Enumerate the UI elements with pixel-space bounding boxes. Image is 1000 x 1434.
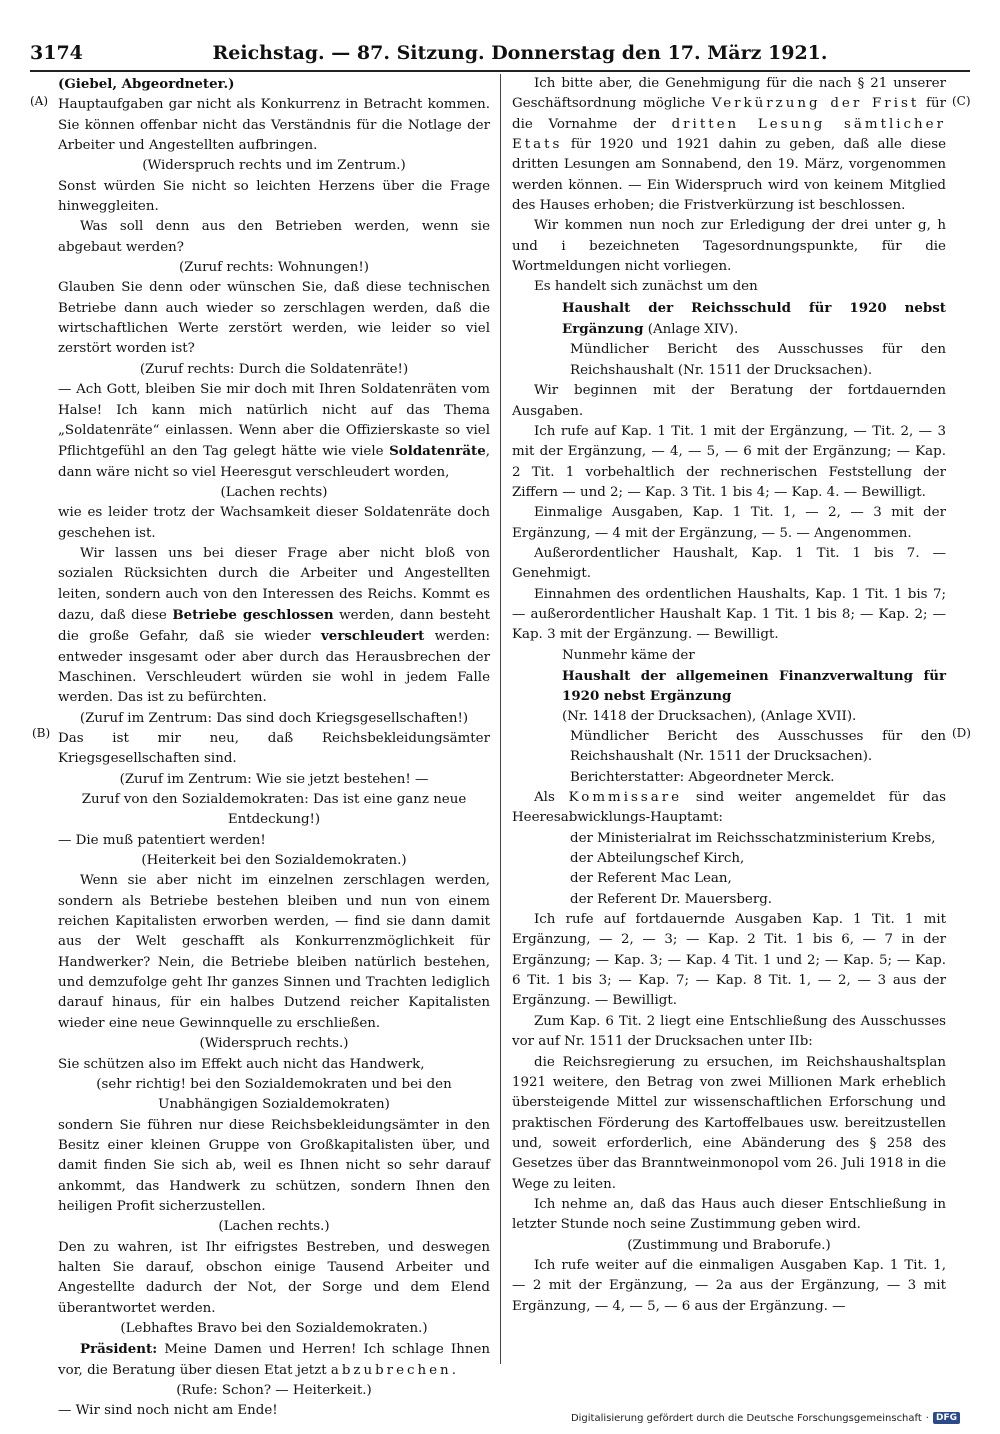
commissioner: der Ministerialrat im Reichsschatzministerium Krebs,	[570, 830, 936, 846]
footer-credit	[571, 1412, 960, 1424]
president-statement: Präsident: Meine Damen und Herren! Ich schlage Ihnen vor, die Beratung über diesen Etat jetzt abzubrechen.	[58, 1341, 490, 1378]
right-column	[512, 74, 946, 1317]
paragraph: Ich rufe weiter auf die einmaligen Ausgaben Kap. 1 Tit. 1, — 2 mit der Ergänzung, — 2a aus der Ergänzung, — 3 mit Ergänzung, — 4, — 5, — 6 aus der Ergänzung. —	[512, 1257, 946, 1314]
left-column	[58, 74, 490, 1422]
paragraph: Ich nehme an, daß das Haus auch dieser Entschließung in letzter Stunde noch seine Zustimmung geben wird.	[512, 1196, 946, 1233]
interjection: (Widerspruch rechts.)	[199, 1036, 349, 1052]
paragraph: Zum Kap. 6 Tit. 2 liegt eine Entschließung des Ausschusses vor auf Nr. 1511 der Drucksachen unter IIb:	[512, 1013, 946, 1050]
interjection: (sehr richtig! bei den Sozialdemokraten und bei den Unabhängigen Sozialdemokraten)	[96, 1076, 452, 1113]
report-note: Mündlicher Bericht des Ausschusses für den Reichshaushalt (Nr. 1511 der Drucksachen).	[570, 729, 946, 765]
paragraph: Einnahmen des ordentlichen Haushalts, Kap. 1 Tit. 1 bis 7; — außerordentlicher Haushalt Kap. 1 Tit. 1 bis 8; — Kap. 2; — Kap. 3 mit der Ergänzung. — Bewilligt.	[512, 586, 946, 643]
margin-mark-b: (B)	[32, 726, 51, 740]
interjection: (Rufe: Schon? — Heiterkeit.)	[176, 1383, 372, 1398]
paragraph: — Ach Gott, bleiben Sie mir doch mit Ihren Soldatenräten vom Halse! Ich kann mich natürlich nicht auf das Thema „Soldatenräte“ einlassen. Wenn aber die Offizierskaste so viel Pflichtgefühl an den Tag gelegt hätte wie viele Soldatenräte, dann wäre nicht so viel Heeresgut verschleudert worden,	[58, 382, 490, 480]
page-title: Reichstag. — 87. Sitzung. Donnerstag den 17. März 1921.	[212, 42, 828, 64]
paragraph: Einmalige Ausgaben, Kap. 1 Tit. 1, — 2, — 3 mit der Ergänzung, — 4 mit der Ergänzung, — 5. — Angenommen.	[512, 505, 946, 541]
page-number: 3174	[30, 42, 83, 64]
paragraph: Das ist mir neu, daß Reichsbekleidungsämter Kriegsgesellschaften sind.	[58, 731, 490, 767]
margin-mark-d: (D)	[952, 726, 971, 740]
commissioner: der Referent Dr. Mauersberg.	[570, 891, 773, 907]
interjection: (Lachen rechts)	[220, 484, 328, 500]
paragraph: Wir beginnen mit der Beratung der fortdauernden Ausgaben.	[512, 383, 946, 419]
rapporteur: Berichterstatter: Abgeordneter Merck.	[570, 769, 835, 785]
paragraph: Sonst würden Sie nicht so leichten Herzens über die Frage hinweggleiten.	[58, 178, 490, 215]
agenda-heading: Haushalt der allgemeinen Finanzverwaltung für 1920 nebst Ergänzung	[562, 667, 946, 705]
page-header	[30, 42, 970, 72]
paragraph: Sie schützen also im Effekt auch nicht das Handwerk,	[58, 1056, 425, 1072]
interjection: (Zuruf rechts: Durch die Soldatenräte!)	[139, 361, 409, 377]
paragraph: Es handelt sich zunächst um den	[534, 279, 758, 295]
interjection: (Zustimmung und Braborufe.)	[627, 1237, 831, 1253]
agenda-reference: (Nr. 1418 der Drucksachen), (Anlage XVII).	[562, 708, 857, 724]
paragraph: Was soll denn aus den Betrieben werden, wenn sie abgebaut werden?	[58, 219, 490, 255]
paragraph: Ich rufe auf fortdauernde Ausgaben Kap. 1 Tit. 1 mit Ergänzung, — 2, — 3; — Kap. 2 Tit. 1 bis 6, — 7 in der Ergänzung; — Kap. 3; — Kap. 4 Tit. 1 und 2; — Kap. 5; — Kap. 6 Tit. 1 bis 3; — Kap. 7; — Kap. 8 Tit. 1, — 2, — 3 aus der Ergänzung. — Bewilligt.	[512, 912, 946, 1009]
speaker-note: (Giebel, Abgeordneter.)	[58, 76, 235, 92]
paragraph: Den zu wahren, ist Ihr eifrigstes Bestreben, und deswegen halten Sie darauf, obschon einige Tausend Arbeiter und Angestellte dadurch der Not, der Sorge und dem Elend überantwortet werden.	[58, 1239, 490, 1316]
paragraph: Ich rufe auf Kap. 1 Tit. 1 mit der Ergänzung, — Tit. 2, — 3 mit der Ergänzung, — 4, — 5, — 6 mit der Ergänzung; — Kap. 2 Tit. 1 vorbehaltlich der rechnerischen Feststellung der Ziffern — und 2; — Kap. 3 Tit. 1 bis 4; — Kap. 4. — Bewilligt.	[512, 423, 946, 500]
margin-mark-a: (A)	[30, 94, 49, 108]
column-divider	[500, 74, 501, 1364]
paragraph: Ich bitte aber, die Genehmigung für die nach § 21 unserer Geschäftsordnung mögliche Verkürzung der Frist für die Vornahme der dritten Lesung sämtlicher Etats für 1920 und 1921 dahin zu geben, daß alle diese dritten Lesungen am Sonnabend, den 19. März, vorgenommen werden können. — Ein Widerspruch wird von keinem Mitglied des Hauses erhoben; die Fristverkürzung ist beschlossen.	[512, 76, 946, 214]
interjection: Zuruf von den Sozialdemokraten: Das ist eine ganz neue Entdeckung!)	[81, 792, 467, 828]
paragraph: Wir kommen nun noch zur Erledigung der drei unter g, h und i bezeichneten Tagesordnungspunkte, für die Wortmeldungen nicht vorliegen.	[512, 218, 946, 275]
interjection: (Lebhaftes Bravo bei den Sozialdemokraten.)	[120, 1320, 428, 1336]
paragraph: — Die muß patentiert werden!	[58, 832, 266, 848]
commissioner: der Abteilungschef Kirch,	[570, 851, 745, 867]
commissioner: der Referent Mac Lean,	[570, 871, 732, 887]
dfg-logo: DFG	[933, 1412, 960, 1424]
paragraph: sondern Sie führen nur diese Reichsbekleidungsämter in den Besitz einer kleinen Gruppe von Großkapitalisten über, und damit finden Sie sich ab, weil es Ihnen nicht so sehr darauf ankommt, das Handwerk zu schützen, sondern Ihnen den heiligen Profit sicherzustellen.	[58, 1117, 490, 1214]
interjection: (Zuruf im Zentrum: Wie sie jetzt bestehen! —	[119, 771, 429, 787]
paragraph: Wenn sie aber nicht im einzelnen zerschlagen werden, sondern als Betriebe bestehen bleiben und nun von einem reichen Kapitalisten erworben werden, — find sie dann damit aus der Welt geschafft als Konkurrenzmöglichkeit für Handwerker? Nein, die Betriebe bleiben natürlich bestehen, und demzufolge geht Ihr ganzes Sinnen und Trachten lediglich darauf hinaus, für ein halbes Dutzend reicher Kapitalisten wieder eine neue Gewinnquelle zu erschließen.	[58, 873, 490, 1031]
margin-mark-c: (C)	[952, 94, 971, 108]
footer-separator: ·	[925, 1412, 929, 1424]
interjection: (Lachen rechts.)	[218, 1219, 330, 1235]
header-rule	[30, 70, 970, 72]
paragraph: Glauben Sie denn oder wünschen Sie, daß diese technischen Betriebe dann auch wieder so zerschlagen werden, daß die wirtschaftlichen Werte zerstört werden, wie leider so viel zerstört worden ist?	[58, 280, 490, 357]
interjection: (Zuruf rechts: Wohnungen!)	[179, 260, 369, 276]
paragraph: Als Kommissare sind weiter angemeldet für das Heeresabwicklungs-Hauptamt:	[512, 790, 946, 826]
paragraph: — Wir sind noch nicht am Ende!	[58, 1403, 278, 1419]
paragraph: Wir lassen uns bei dieser Frage aber nicht bloß von sozialen Rücksichten durch die Arbeiter und Angestellten leiten, sondern auch von den Interessen des Reichs. Kommt es dazu, daß diese Betriebe geschlossen werden, dann besteht die große Gefahr, daß sie wieder verschleudert werden: entweder insgesamt oder aber durch das Herausbrechen der Maschinen. Verschleudert würden sie wohl in jedem Falle werden. Das ist zu befürchten.	[58, 545, 490, 706]
paragraph: Nunmehr käme der	[562, 647, 695, 663]
paragraph: Außerordentlicher Haushalt, Kap. 1 Tit. 1 bis 7. — Genehmigt.	[512, 545, 946, 582]
report-note: Mündlicher Bericht des Ausschusses für den Reichshaushalt (Nr. 1511 der Drucksachen).	[570, 342, 946, 378]
agenda-heading: Haushalt der Reichsschuld für 1920 nebst Ergänzung (Anlage XIV).	[562, 299, 946, 338]
resolution-text: die Reichsregierung zu ersuchen, im Reichshaushaltsplan 1921 weitere, den Betrag von zwei Millionen Mark erheblich übersteigende Mittel zur wissenschaftlichen Erforschung und praktischen Förderung des Kartoffelbaues usw. bereitzustellen und, soweit erforderlich, eine Abänderung des § 258 des Gesetzes über das Branntweinmonopol vom 26. Juli 1918 in die Wege zu leiten.	[512, 1054, 946, 1192]
interjection: (Zuruf im Zentrum: Das sind doch Kriegsgesellschaften!)	[79, 710, 469, 726]
interjection: (Widerspruch rechts und im Zentrum.)	[142, 158, 406, 174]
footer-text: Digitalisierung gefördert durch die Deutsche Forschungsgemeinschaft	[570, 1412, 922, 1424]
paragraph: wie es leider trotz der Wachsamkeit dieser Soldatenräte doch geschehen ist.	[58, 505, 490, 541]
paragraph: Hauptaufgaben gar nicht als Konkurrenz in Betracht kommen. Sie können offenbar nicht das Verständnis für die Notlage der Arbeiter und Angestellten aufbringen.	[58, 97, 490, 154]
interjection: (Heiterkeit bei den Sozialdemokraten.)	[141, 853, 407, 869]
